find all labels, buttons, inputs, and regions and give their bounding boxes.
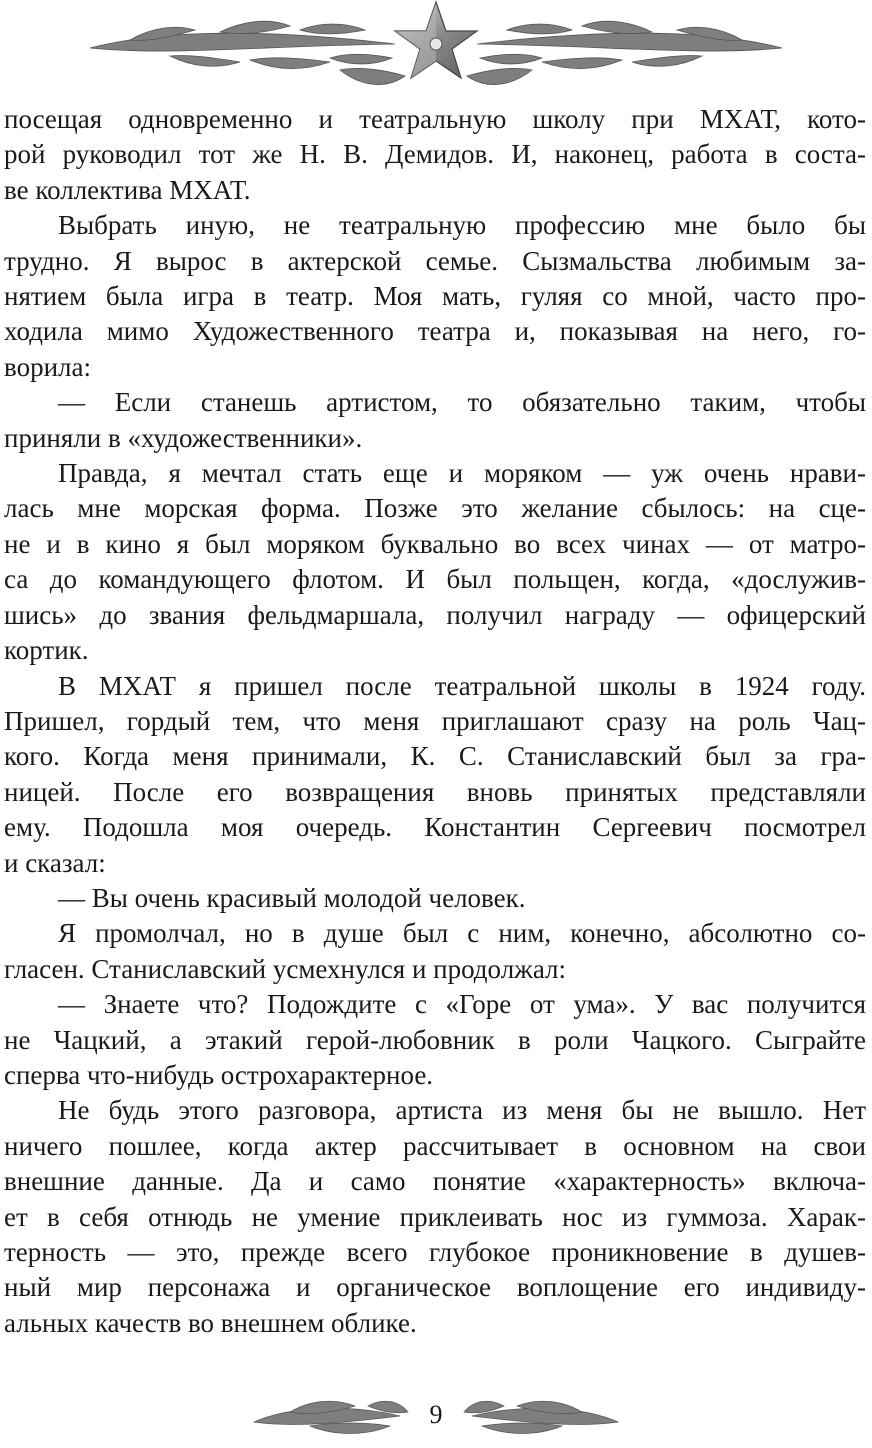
text-line: ему. Подошла моя очередь. Константин Сергеевич посмотрел	[4, 812, 866, 843]
header-ornament-icon	[0, 0, 872, 100]
text-line: Правда, я мечтал стать еще и моряком — уж очень нрави-	[58, 458, 866, 489]
text-line: нятием была игра в театр. Моя мать, гуляя со мной, часто про-	[4, 281, 866, 312]
text-line: Я промолчал, но в душе был с ним, конечно, абсолютно со-	[58, 918, 866, 949]
text-line: ет в себя отнюдь не умение приклеивать нос из гуммоза. Харак-	[4, 1201, 866, 1232]
text-line: — Знаете что? Подождите с «Горе от ума». У вас получится	[58, 989, 866, 1020]
text-line: и сказал:	[4, 847, 106, 878]
text-line: са до командующего флотом. И был польщен, когда, «дослужив-	[4, 564, 866, 595]
text-line: — Вы очень красивый молодой человек.	[58, 882, 526, 913]
text-line: Пришел, гордый тем, что меня приглашают сразу на роль Чац-	[4, 705, 866, 736]
text-line: — Если станешь артистом, то обязательно таким, чтобы	[58, 387, 866, 418]
text-line: альных качеств во внешнем облике.	[4, 1307, 417, 1338]
text-line: гласен. Станиславский усмехнулся и продолжал:	[4, 953, 567, 984]
text-line: рой руководил тот же Н. В. Демидов. И, наконец, работа в соста-	[4, 139, 866, 170]
text-line: трудно. Я вырос в актерской семье. Сызмальства любимым за-	[4, 245, 866, 276]
text-line: ворила:	[4, 351, 91, 382]
text-line: ничего пошлее, когда актер рассчитывает в основном на свои	[4, 1130, 866, 1161]
text-line: лась мне морская форма. Позже это желание сбылось: на сце-	[4, 493, 866, 524]
text-line: В МХАТ я пришел после театральной школы в 1924 году.	[58, 670, 866, 701]
text-line: Не будь этого разговора, артиста из меня бы не вышло. Нет	[58, 1095, 866, 1126]
text-line: кортик.	[4, 635, 89, 666]
text-line: внешние данные. Да и само понятие «характерность» включа-	[4, 1166, 866, 1197]
text-line: Выбрать иную, не театральную профессию мне было бы	[58, 210, 866, 241]
body-text	[4, 102, 866, 1341]
text-line: кого. Когда меня принимали, К. С. Станиславский был за гра-	[4, 741, 866, 772]
text-line: ве коллектива МХАТ.	[4, 174, 251, 205]
text-line: посещая одновременно и театральную школу при МХАТ, кото-	[4, 104, 866, 134]
text-line: ницей. После его возвращения вновь принятых представляли	[4, 776, 866, 807]
text-line: не Чацкий, а этакий герой-любовник в роли Чацкого. Сыграйте	[4, 1024, 866, 1055]
text-line: терность — это, прежде всего глубокое проникновение в душев-	[4, 1237, 866, 1267]
text-line: не и в кино я был моряком буквально во всех чинах — от матро-	[4, 528, 866, 559]
text-line: шись» до звания фельдмаршала, получил награду — офицерский	[4, 599, 866, 630]
text-line: приняли в «художественники».	[4, 422, 363, 453]
page-number: 9	[429, 1400, 443, 1429]
text-line: ный мир персонажа и органическое воплощение его индивиду-	[4, 1272, 866, 1303]
text-line: ходила мимо Художественного театра и, показывая на него, го-	[4, 316, 866, 347]
text-line: сперва что-нибудь острохарактерное.	[4, 1059, 434, 1090]
